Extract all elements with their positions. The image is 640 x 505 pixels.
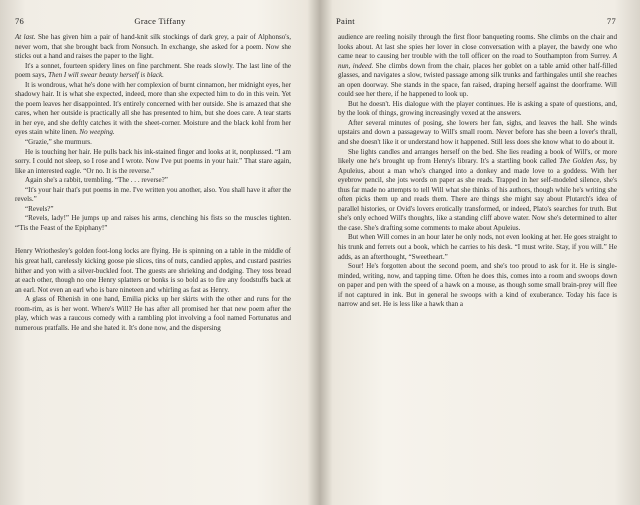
paragraph: “Revels, lady!” He jumps up and raises his arms, clenching his fists so the muscles tighten. “'Tis the Feast of the Epiphany!” xyxy=(15,214,291,232)
paragraph: A glass of Rhenish in one hand, Emilia picks up her skirts with the other and runs for the room-rim, as is her wont. Where's Will? He has after all promised her that new poem after the play, which was a raucous comedy with a rambling plot involving a fool named Fortunatus and numerous pratfalls. He and she hated it. It's done now, and the dispersing xyxy=(15,295,291,332)
paragraph: But he doesn't. His dialogue with the player continues. He is asking a spate of questions, and, by the look of things, growing increasingly vexed at the answers. xyxy=(338,99,617,118)
running-header-right: Paint xyxy=(336,16,355,26)
page-number-right: 77 xyxy=(606,16,616,26)
paragraph: audience are reeling noisily through the first floor banqueting rooms. She climbs on the chair and looks about. At last she spies her lover in close conversation with a player, the bawdy one who came near to causing her trouble with the toll officer on the road to Southampton from Surrey. A nun, indeed. She climbs down from the chair, places her goblet on a table amid other half-filled glasses, and navigates a slow, twisted passage among silk trunks and farthingales until she reaches an open doorway. She stands in the space, fan raised, draping herself against the doorframe. Will could see her there, if he happened to look up. xyxy=(338,33,617,99)
paragraph: At last. She has given him a pair of hand-knit silk stockings of dark grey, a pair of Alphonso's, never worn, that she brought back from Nonsuch. In exchange, she asked for a poem. Now she sticks out a hand and raises the paper to the light. xyxy=(15,33,292,61)
paragraph: “Revels?” xyxy=(25,204,54,213)
page-number-left: 76 xyxy=(15,16,25,26)
paragraph: Henry Wriothesley's golden foot-long locks are flying. He is spinning on a table in the middle of his great hall, carelessly kicking goose pie slices, tins of nuts, candied apples, and custard pastries hither and yon with a silver-buckled foot. The guests are shrieking and dodging. They toss bread at each other, though no one Henry splatters or bonks is so bold as to fire any foodstuffs back at an earl. Not even an earl who is bare nineteen and whirling as fast as Henry. xyxy=(15,247,291,294)
paragraph: “It's your hair that's put poems in me. I've written you another, also. You shall have it after the revels.” xyxy=(15,185,291,204)
paragraph: It's a sonnet, fourteen spidery lines on fine parchment. She reads slowly. The last line of the poem says, Then I will swear beauty herself is black. xyxy=(15,61,291,80)
left-page-text xyxy=(15,33,291,333)
section-break xyxy=(15,233,291,247)
paragraph: It is wondrous, what he's done with her complexion of burnt cinnamon, her midnight eyes, her shadowy hair. It is what she expected, indeed, more than she expected him to do in this vein. Yet the poem leaves her disappointed. It's entirely concerned with her outside. She is amazed that she cares, when her outside is practically all she has presented to him, but she does care. A tear starts in her eye, and she deftly catches it with the sheet-corner. Moisture and the black kohl from her eyes stain white linen. No weeping. xyxy=(15,80,291,137)
right-page-text xyxy=(338,33,617,310)
paragraph: He is touching her hair. He pulls back his ink-stained finger and looks at it, nonplussed. “I am sorry. I could not sleep, so I rose and I wrote. Now I've put poems in your hair.” That stare again, like an interested eagle. “Or no. It is the reverse.” xyxy=(15,147,291,175)
right-page xyxy=(320,0,640,505)
paragraph: Again she's a rabbit, trembling. “The . . . reverse?” xyxy=(25,176,168,185)
paragraph: After several minutes of posing, she lowers her fan, sighs, and leaves the hall. She winds upstairs and down a passageway to Will's small room. Never before has she been a lover's thrall, and she doesn't like it or understand how it happened. Still less does she know what to do about it. xyxy=(338,118,617,147)
paragraph: Sour! He's forgotten about the second poem, and she's too proud to ask for it. He is single-minded, writing, now, and tapping time. Often he does this, comes into a room and swoops down on paper and pen with the speed of a hawk on a mouse, as though some small brain-prey will flee if not captured in ink. But in general he swoops with a kind of exuberance. Today his face is narrow and set. He is less like a hawk than a xyxy=(338,262,617,309)
paragraph: “Grazie,” she murmurs. xyxy=(25,138,92,147)
paragraph: But when Will comes in an hour later he only nods, not even looking at her. He goes straight to his trunk and ferrets out a book, which he carries to his desk. “I must write. Stay, if you will.” He adds, as an afterthought, “Sweetheart.” xyxy=(338,233,617,261)
paragraph: She lights candles and arranges herself on the bed. She lies reading a book of Will's, or more likely one he's brought up from Henry's library. It's a startling book called The Golden Ass, by Apuleius, about a man who's changed into a donkey and made love to a goddess. With her eyebrow pencil, she jots words on paper as she reads. Trapped in her self-modeled silence, she's thus far made no attempts to tell Will what she thinks of his authors, though while he's writing she often picks them up and reads them. There are things she might say about Plutarch's idea of parallel histories, or Ovid's lovers erotically transformed, or indeed, Plato's searches for truth. But she's only echoed Will's thoughts, like a standing cliff above water. Now she's determined to alter the case. She's drafting some comments to make about Apuleius. xyxy=(338,147,618,232)
running-header-left: Grace Tiffany xyxy=(134,16,186,26)
